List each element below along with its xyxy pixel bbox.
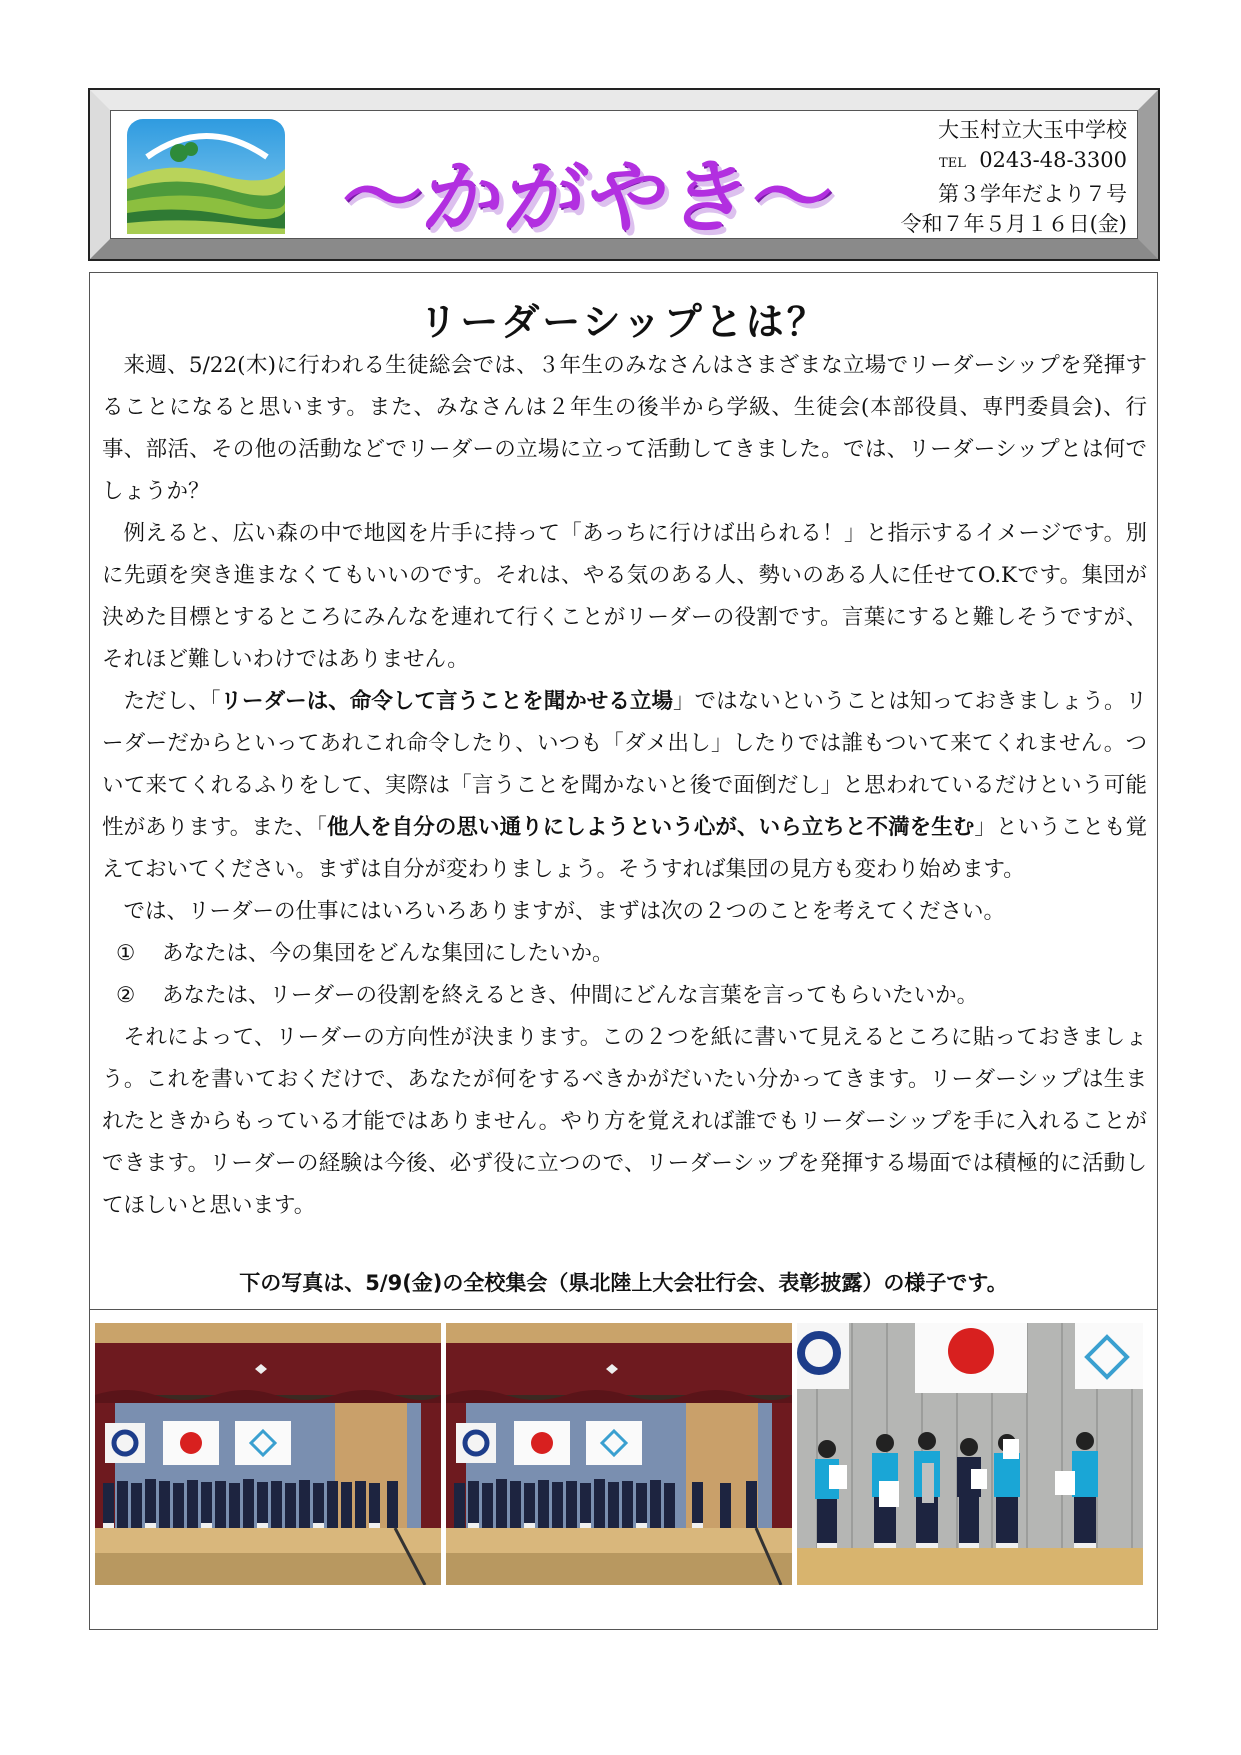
school-name: 大玉村立大玉中学校 xyxy=(938,118,1127,142)
photo-award-ceremony xyxy=(797,1323,1143,1585)
header-banner xyxy=(88,88,1160,261)
school-tel xyxy=(901,145,1127,179)
paragraph-3-bold-2: 他人を自分の思い通りにしようという心が、いら立ちと不満を生む xyxy=(326,815,975,840)
paragraph-3 xyxy=(102,681,1147,891)
article-body xyxy=(102,345,1147,1227)
header-banner-inner xyxy=(110,110,1138,244)
newsletter-title: 〜かがやき〜 xyxy=(335,151,841,244)
school-info xyxy=(901,115,1127,239)
issue-number: 第３学年だより７号 xyxy=(938,182,1127,206)
paragraph-3-part-a: ただし、「 xyxy=(123,689,221,714)
paragraph-2: 例えると、広い森の中で地図を片手に持って「あっちに行けば出られる！」と指示するイメージです。別に先頭を突き進まなくてもいいのです。それは、やる気のある人、勢いのある人に任せてO.Kです。集団が決めた目標とするところにみんなを連れて行くことがリーダーの役割です。言葉にすると難しそうですが、それほど難しいわけではありません。 xyxy=(102,521,1147,672)
landscape-logo-image xyxy=(127,119,285,234)
list-item-1-mark: ① xyxy=(116,941,136,966)
tel-label: TEL xyxy=(939,156,966,171)
article-headline: リーダーシップとは？ xyxy=(419,300,828,344)
list-item-1-text: あなたは、今の集団をどんな集団にしたいか。 xyxy=(162,941,614,966)
paragraph-5: それによって、リーダーの方向性が決まります。この２つを紙に書いて見えるところに貼っておきましょう。これを書いておくだけで、あなたが何をするべきかがだいたい分かってきます。リーダーシップは生まれたときからもっている才能ではありません。やり方を覚えれば誰でもリーダーシップを手に入れることができます。リーダーの経験は今後、必ず役に立つので、リーダーシップを発揮する場面では積極的に活動してほしいと思います。 xyxy=(102,1025,1147,1218)
list-item-2 xyxy=(102,975,1147,1017)
photo-assembly-1 xyxy=(95,1323,441,1585)
paragraph-3-part-b: 」ではないということは知っておきましょう。リーダーだからといってあれこれ命令したり、いつも「ダメ出し」したりでは誰もついて来てくれません。ついて来てくれるふりをして、実際は「言うことを聞かないと後で面倒だし」と思われているだけという可能性があります。また、「 xyxy=(102,689,1147,840)
list-item-2-text: あなたは、リーダーの役割を終えるとき、仲間にどんな言葉を言ってもらいたいか。 xyxy=(162,983,979,1008)
paragraph-4: では、リーダーの仕事にはいろいろありますが、まずは次の２つのことを考えてください。 xyxy=(123,899,1006,924)
photo-divider xyxy=(90,1309,1157,1310)
photo-caption: 下の写真は、5/9(金)の全校集会（県北陸上大会壮行会、表彰披露）の様子です。 xyxy=(239,1271,1008,1295)
issue-date: 令和７年５月１６日(金) xyxy=(900,212,1127,236)
paragraph-3-part-c: 」ということも覚えておいてください。まずは自分が変わりましょう。そうすれば集団の見方も変わり始めます。 xyxy=(102,815,1147,882)
article-box xyxy=(89,272,1158,1630)
photo-assembly-2 xyxy=(446,1323,792,1585)
paragraph-1: 来週、5/22(木)に行われる生徒総会では、３年生のみなさんはさまざまな立場でリーダーシップを発揮することになると思います。また、みなさんは２年生の後半から学級、生徒会(本部役員、専門委員会)、行事、部活、その他の活動などでリーダーの立場に立って活動してきました。では、リーダーシップとは何でしょうか？ xyxy=(102,353,1147,504)
list-item-2-mark: ② xyxy=(116,983,136,1008)
photo-assembly-2-image xyxy=(446,1323,792,1585)
photo-award-ceremony-image xyxy=(797,1323,1143,1585)
paragraph-3-bold-1: リーダーは、命令して言うことを聞かせる立場 xyxy=(220,689,673,714)
list-item-1 xyxy=(102,933,1147,975)
photo-assembly-1-image xyxy=(95,1323,441,1585)
tel-number: 0243-48-3300 xyxy=(979,148,1127,172)
